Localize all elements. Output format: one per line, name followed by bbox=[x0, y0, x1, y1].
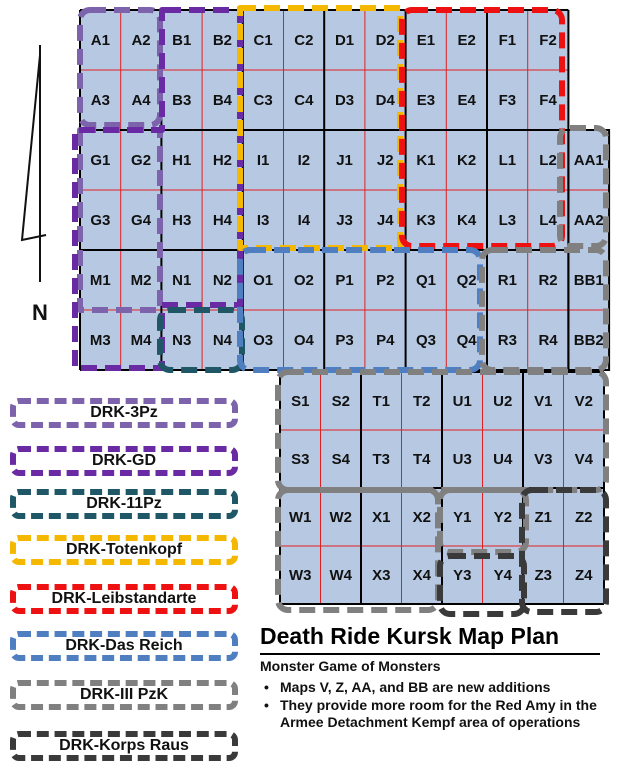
map-cell-label: R3 bbox=[497, 332, 517, 349]
map-cell-label: X4 bbox=[412, 567, 431, 584]
map-cell-label: Q2 bbox=[456, 272, 477, 289]
legend-item-drk-korps-raus bbox=[10, 731, 238, 761]
map-cell-label: C4 bbox=[294, 92, 314, 109]
map-cell-label: K2 bbox=[457, 152, 477, 169]
map-cell-label: AA2 bbox=[573, 212, 604, 229]
map-cell-label: U1 bbox=[452, 393, 472, 410]
map-cell-label: I2 bbox=[297, 152, 311, 169]
map-cell-label: H2 bbox=[212, 152, 233, 169]
map-cell-label: T3 bbox=[372, 451, 391, 468]
map-cell-label: C1 bbox=[253, 32, 273, 49]
north-arrow-icon bbox=[22, 55, 46, 240]
map-cell-label: W2 bbox=[329, 509, 352, 526]
map-cell-label: V1 bbox=[534, 393, 553, 410]
map-cell-label: G3 bbox=[90, 212, 111, 229]
map-cell-label: S3 bbox=[291, 451, 310, 468]
map-cell-label: B3 bbox=[172, 92, 192, 109]
map-cell-label: J2 bbox=[376, 152, 394, 169]
map-cell-label: X3 bbox=[372, 567, 391, 584]
map-cell-label: H4 bbox=[212, 212, 233, 229]
map-cell-label: N3 bbox=[172, 332, 192, 349]
map-cell-label: H1 bbox=[172, 152, 192, 169]
map-cell-label: A4 bbox=[131, 92, 151, 109]
legend-label: DRK-Das Reich bbox=[65, 637, 183, 654]
legend-item-drk-das-reich bbox=[10, 631, 238, 661]
map-cell-label: M4 bbox=[130, 332, 152, 349]
map-cell-label: D4 bbox=[375, 92, 395, 109]
map-cell-label: S2 bbox=[331, 393, 350, 410]
map-cell-label: K4 bbox=[457, 212, 477, 229]
legend-label: DRK-Korps Raus bbox=[59, 737, 189, 754]
map-cell-label: R2 bbox=[538, 272, 558, 289]
map-cell-label: L2 bbox=[539, 152, 557, 169]
map-cell-label: S4 bbox=[331, 451, 350, 468]
map-cell-label: I1 bbox=[256, 152, 270, 169]
map-cell-label: Q1 bbox=[415, 272, 436, 289]
map-cell-label: B4 bbox=[212, 92, 233, 109]
map-cell-label: F2 bbox=[539, 32, 557, 49]
legend-item-drk-leibstandarte bbox=[10, 584, 238, 614]
title-underline bbox=[260, 653, 600, 655]
map-cell-label: M2 bbox=[130, 272, 152, 289]
legend-label: DRK-III PzK bbox=[80, 686, 168, 703]
map-cell-label: BB2 bbox=[573, 332, 604, 349]
map-cell-label: S1 bbox=[291, 393, 310, 410]
map-cell-label: A1 bbox=[90, 32, 110, 49]
map-cell-label: F3 bbox=[498, 92, 517, 109]
map-cell-label: T2 bbox=[412, 393, 431, 410]
map-cell-label: P4 bbox=[376, 332, 395, 349]
map-cell-label: Q4 bbox=[456, 332, 477, 349]
legend-label: DRK-GD bbox=[92, 452, 156, 469]
map-cell-label: M1 bbox=[89, 272, 111, 289]
north-label: N bbox=[32, 300, 48, 325]
map-cell-label: Z3 bbox=[534, 567, 553, 584]
legend-item-drk-totenkopf bbox=[10, 535, 238, 565]
map-cell-label: I4 bbox=[297, 212, 311, 229]
map-cell-label: B1 bbox=[172, 32, 192, 49]
map-cell-label: AA1 bbox=[573, 152, 604, 169]
map-cell-label: I3 bbox=[256, 212, 270, 229]
map-cell-label: R1 bbox=[497, 272, 517, 289]
map-cell-label: Z4 bbox=[574, 567, 593, 584]
map-cell-label: Y2 bbox=[493, 509, 512, 526]
map-cell-label: E3 bbox=[416, 92, 436, 109]
legend-label: DRK-3Pz bbox=[90, 404, 158, 421]
map-cell-label: E1 bbox=[416, 32, 436, 49]
map-cell-label: BB1 bbox=[573, 272, 604, 289]
map-cell-label: N4 bbox=[212, 332, 233, 349]
map-cell-label: P3 bbox=[335, 332, 354, 349]
map-cell-label: O2 bbox=[293, 272, 314, 289]
notes-list bbox=[260, 679, 610, 732]
map-cell-label: M3 bbox=[89, 332, 111, 349]
subtitle: Monster Game of Monsters bbox=[260, 658, 441, 674]
map-cell-label: L4 bbox=[539, 212, 557, 229]
map-cell-label: D3 bbox=[334, 92, 355, 109]
map-cell-label: C2 bbox=[294, 32, 314, 49]
map-cell-label: C3 bbox=[253, 92, 273, 109]
map-cell-label: P2 bbox=[376, 272, 395, 289]
map-cell-label: X2 bbox=[412, 509, 431, 526]
map-cell-label: H3 bbox=[172, 212, 192, 229]
legend-item-drk-3pz bbox=[10, 398, 238, 428]
map-cell-label: V4 bbox=[574, 451, 593, 468]
map-cell-label: W1 bbox=[289, 509, 312, 526]
map-cell-label: U4 bbox=[493, 451, 513, 468]
map-cell-label: G4 bbox=[131, 212, 152, 229]
map-cell-label: O4 bbox=[293, 332, 314, 349]
map-cell-label: U2 bbox=[493, 393, 513, 410]
legend-item-drk-11pz bbox=[10, 489, 238, 519]
map-cell-label: A2 bbox=[131, 32, 151, 49]
map-cell-label: N1 bbox=[172, 272, 192, 289]
map-cell-label: G2 bbox=[131, 152, 152, 169]
map-cell-label: T4 bbox=[412, 451, 431, 468]
map-cell-label: J1 bbox=[336, 152, 353, 169]
legend-label: DRK-Leibstandarte bbox=[51, 590, 197, 607]
map-cell-label: U3 bbox=[452, 451, 472, 468]
map-cell-label: O1 bbox=[253, 272, 274, 289]
map-cell-label: W4 bbox=[329, 567, 352, 584]
map-cell-label: K1 bbox=[416, 152, 436, 169]
map-cell-label: X1 bbox=[372, 509, 391, 526]
note-item: • Maps V, Z, AA, and BB are new additions bbox=[260, 679, 610, 696]
legend-label: DRK-Totenkopf bbox=[65, 541, 183, 558]
map-cell-label: J4 bbox=[376, 212, 394, 229]
legend-label: DRK-11Pz bbox=[86, 495, 162, 512]
map-cell-label: P1 bbox=[335, 272, 354, 289]
map-cell-label: L3 bbox=[498, 212, 517, 229]
map-cell-label: K3 bbox=[416, 212, 436, 229]
map-cell-label: J3 bbox=[336, 212, 353, 229]
map-cell-label: W3 bbox=[289, 567, 312, 584]
map-cell-label: B2 bbox=[212, 32, 233, 49]
map-cell-label: D2 bbox=[375, 32, 395, 49]
map-cell-label: F4 bbox=[539, 92, 557, 109]
map-cell-label: Z1 bbox=[534, 509, 553, 526]
map-cell-label: O3 bbox=[253, 332, 274, 349]
page-title: Death Ride Kursk Map Plan bbox=[260, 623, 560, 649]
map-cell-label: D1 bbox=[334, 32, 355, 49]
map-cell-label: Q3 bbox=[415, 332, 436, 349]
map-cell-label: L1 bbox=[498, 152, 517, 169]
map-cell-label: F1 bbox=[498, 32, 517, 49]
map-cell-label: R4 bbox=[538, 332, 558, 349]
map-cell-label: Y4 bbox=[493, 567, 512, 584]
map-cell-label: E2 bbox=[457, 32, 476, 49]
map-cell-label: A3 bbox=[90, 92, 110, 109]
map-cell-label: G1 bbox=[90, 152, 111, 169]
legend-item-drk-gd bbox=[10, 446, 238, 476]
map-cell-label: Y3 bbox=[453, 567, 472, 584]
map-cell-label: Y1 bbox=[453, 509, 472, 526]
map-cell-label: N2 bbox=[212, 272, 233, 289]
map-cell-label: E4 bbox=[457, 92, 476, 109]
map-cell-label: V3 bbox=[534, 451, 553, 468]
legend-item-drk-iii-pzk bbox=[10, 680, 238, 710]
map-cell-label: V2 bbox=[574, 393, 593, 410]
map-cell-label: Z2 bbox=[574, 509, 593, 526]
map-cell-label: T1 bbox=[372, 393, 391, 410]
note-item: • They provide more room for the Red Amy in the Armee Detachment Kempf area of operations bbox=[260, 697, 610, 731]
